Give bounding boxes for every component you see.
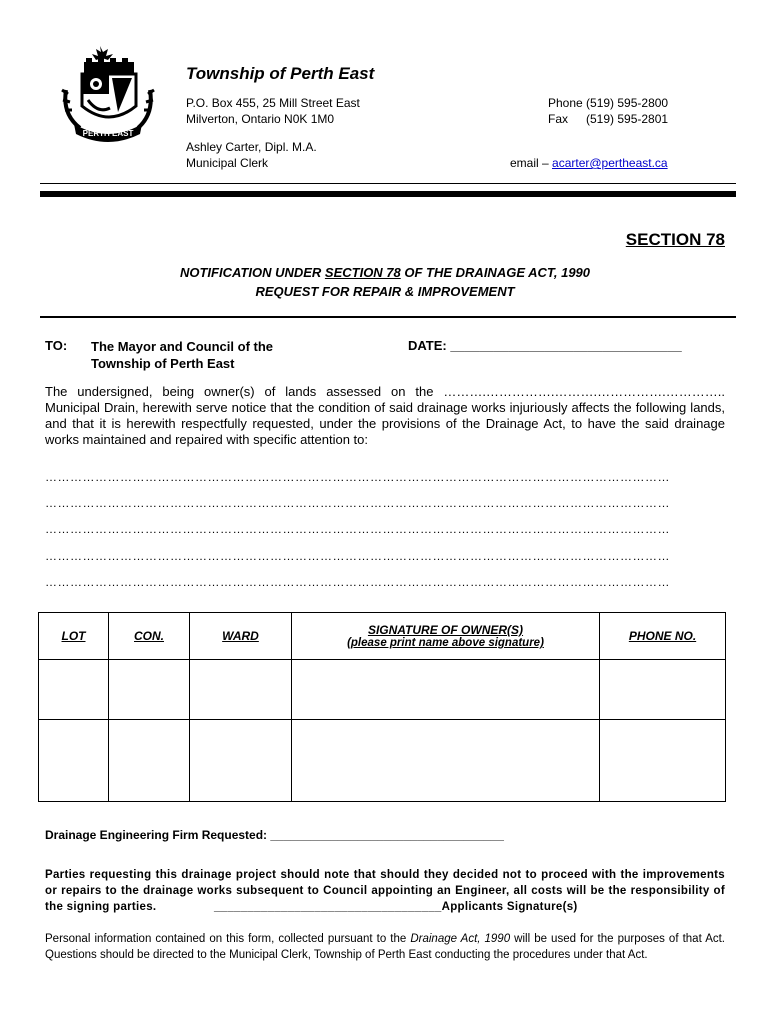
privacy-pre: Personal information contained on this form, collected pursuant to the: [45, 933, 411, 945]
township-crest-logo: [58, 44, 158, 144]
col-con: CON.: [109, 613, 190, 660]
attention-line-4[interactable]: ……………………………………………………………………………………………………………………………………: [45, 549, 670, 563]
col-lot: LOT: [39, 613, 109, 660]
request-paragraph: The undersigned, being owner(s) of lands assessed on the ……….…………….……….…………….………….. Municipal Drain, herewith serve notice that the condition of said drainage works injuriously affects the following lands, and that it is herewith respectfully requested, under the provisions of the Drainage Act, to have the said drainage works maintained and repaired with specific attention to:: [45, 384, 725, 447]
table-row: [39, 720, 726, 802]
privacy-act-name: Drainage Act, 1990: [410, 933, 511, 945]
to-label: TO:: [45, 338, 68, 353]
to-addressee: [91, 338, 273, 372]
owners-table-header: [39, 613, 726, 660]
cell-signature[interactable]: [292, 720, 600, 802]
attention-line-2[interactable]: ……………………………………………………………………………………………………………………………………: [45, 496, 670, 510]
email-line: [510, 155, 668, 171]
address-block: [186, 95, 360, 127]
privacy-post: will be used for the purposes of that Act. Questions should be directed to the Municipal Clerk, Township of Perth East conducting the procedures under that Act.: [45, 933, 726, 961]
contact-block: [548, 95, 668, 127]
heading-post: OF THE DRAINAGE ACT, 1990: [400, 265, 591, 280]
col-ward: WARD: [190, 613, 292, 660]
address-line-2: Milverton, Ontario N0K 1M0: [186, 112, 335, 126]
heading-section-ref: SECTION 78: [324, 265, 401, 280]
header-rule-thick: [40, 191, 736, 197]
header-rule-thin: [40, 183, 736, 184]
engineering-firm-field[interactable]: Drainage Engineering Firm Requested: ___________________________________: [45, 828, 504, 842]
clerk-block: [186, 139, 317, 171]
cell-phone[interactable]: [600, 660, 726, 720]
cell-signature[interactable]: [292, 660, 600, 720]
table-row: [39, 660, 726, 720]
email-link[interactable]: acarter@pertheast.ca: [552, 156, 668, 170]
owners-table: [38, 612, 726, 802]
col-signature: [292, 613, 600, 660]
cell-lot[interactable]: [39, 720, 109, 802]
attention-line-1[interactable]: ……………………………………………………………………………………………………………………………………: [45, 470, 670, 484]
fax-number: [548, 111, 668, 127]
heading-pre: NOTIFICATION UNDER: [179, 265, 325, 280]
cell-phone[interactable]: [600, 720, 726, 802]
phone-number: Phone (519) 595-2800: [548, 96, 669, 110]
email-label: email –: [510, 156, 549, 170]
fax-label: Fax: [548, 112, 569, 126]
cell-lot[interactable]: [39, 660, 109, 720]
date-field[interactable]: DATE: ________________________________: [408, 338, 682, 353]
col-phone: PHONE NO.: [600, 613, 726, 660]
cost-notice-text: Parties requesting this drainage project should note that should they decided not to proceed with the improvements or repairs to the drainage works subsequent to Council appointing an Engineer, all costs will be the responsibility of the signing parties.: [45, 869, 725, 913]
cell-con[interactable]: [109, 720, 190, 802]
section-title: SECTION 78: [625, 230, 725, 249]
cell-ward[interactable]: [190, 720, 292, 802]
to-line-1: The Mayor and Council of the: [91, 339, 274, 354]
privacy-statement: [45, 931, 725, 963]
logo-text: PERTH EAST: [82, 129, 134, 138]
applicants-signature-field[interactable]: __________________________________Applicants Signature(s): [213, 901, 578, 913]
request-heading: REQUEST FOR REPAIR & IMPROVEMENT: [255, 284, 515, 299]
cell-con[interactable]: [109, 660, 190, 720]
cost-notice: [45, 867, 725, 915]
attention-line-5[interactable]: ……………………………………………………………………………………………………………………………………: [45, 575, 670, 589]
attention-line-3[interactable]: ……………………………………………………………………………………………………………………………………: [45, 522, 670, 536]
fax-value: (519) 595-2801: [586, 112, 669, 126]
signature-subheader: (please print name above signature): [347, 637, 544, 649]
cell-ward[interactable]: [190, 660, 292, 720]
org-name: Township of Perth East: [186, 64, 375, 83]
heading-rule: [40, 316, 736, 318]
address-line-1: P.O. Box 455, 25 Mill Street East: [186, 96, 360, 110]
signature-header: SIGNATURE OF OWNER(S): [367, 623, 524, 637]
to-line-2: Township of Perth East: [91, 356, 235, 371]
notification-heading: [0, 265, 770, 280]
clerk-name: Ashley Carter, Dipl. M.A.: [186, 140, 317, 154]
clerk-title: Municipal Clerk: [186, 156, 269, 170]
